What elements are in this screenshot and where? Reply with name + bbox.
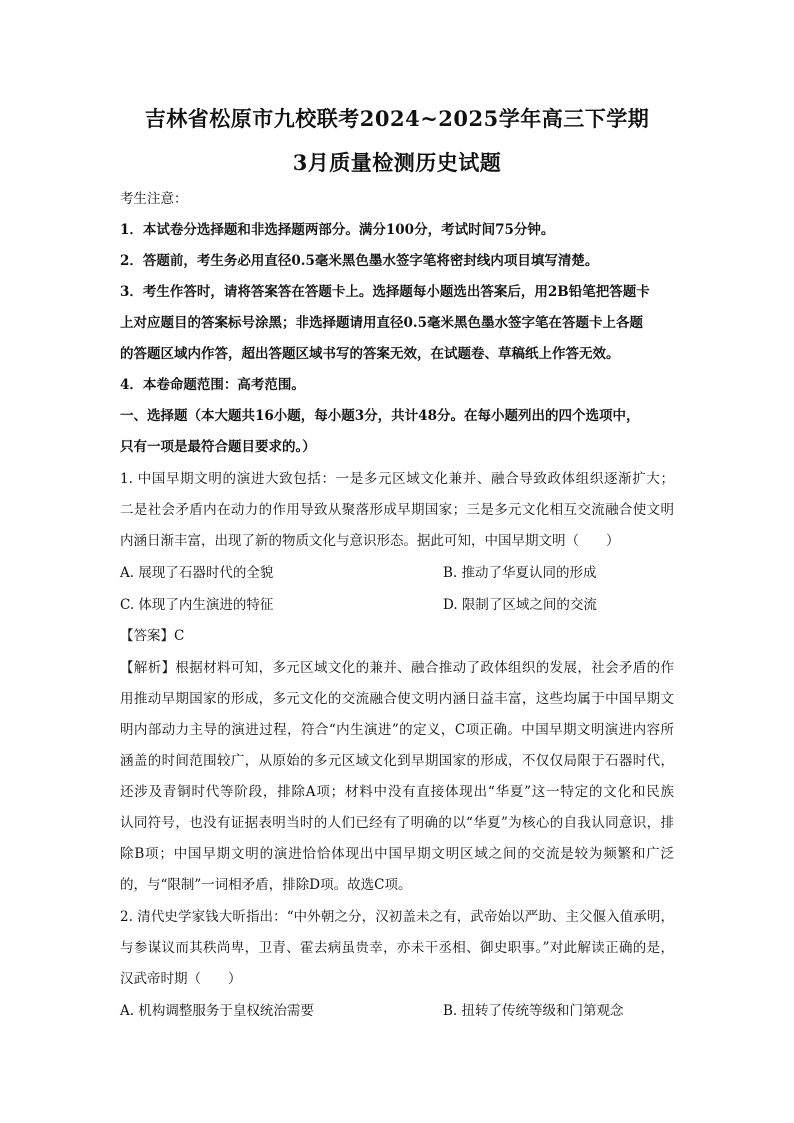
section-heading: 一、选择题（本大题共16小题，每小题3分，共计48分。在每小题列出的四个选项中， xyxy=(120,408,640,424)
q1-answer: 【答案】C xyxy=(120,628,185,644)
notice-item: 3．考生作答时，请将答案答在答题卡上。选择题每小题选出答案后，用2B铅笔把答题卡 xyxy=(120,284,650,300)
q1-option-b: B. 推动了华夏认同的形成 xyxy=(443,565,597,581)
q1-option-a: A. 展现了石器时代的全貌 xyxy=(120,565,274,581)
notice-item: 4．本卷命题范围：高考范围。 xyxy=(120,377,305,393)
section-heading-cont: 只有一项是最符合题目要求的。） xyxy=(120,439,316,455)
notice-item: 上对应题目的答案标号涂黑；非选择题请用直径0.5毫米黑色墨水签字笔在答题卡上各题 xyxy=(120,315,643,331)
notice-heading: 考生注意： xyxy=(120,191,188,207)
q2-option-b: B. 扭转了传统等级和门第观念 xyxy=(443,1003,624,1019)
notice-item: 1．本试卷分选择题和非选择题两部分。满分100分，考试时间75分钟。 xyxy=(120,222,555,238)
q1-analysis: 认同符号，也没有证据表明当时的人们已经有了明确的以“华夏”为核心的自我认同意识，排 xyxy=(120,815,674,831)
q1-analysis: 用推动早期国家的形成，多元文化的交流融合使文明内涵日益丰富，这些均属于中国早期文 xyxy=(120,691,674,707)
q2-stem: 2. 清代史学家钱大昕指出：“中外朝之分，汉初盖未之有，武帝始以严助、主父偃入值承明， xyxy=(120,909,674,925)
q1-analysis: 明内部动力主导的演进过程，符合“内生演进”的定义，C项正确。中国早期文明演进内容所 xyxy=(120,722,674,738)
q1-analysis: 【解析】根据材料可知，多元区域文化的兼并、融合推动了政体组织的发展，社会矛盾的作 xyxy=(120,660,674,676)
page-title-line2: 3月质量检测历史试题 xyxy=(292,150,502,175)
notice-item: 的答题区域内作答，超出答题区域书写的答案无效，在试题卷、草稿纸上作答无效。 xyxy=(120,346,620,362)
q1-analysis: 除B项；中国早期文明的演进恰恰体现出中国早期文明区域之间的交流是较为频繁和广泛 xyxy=(120,846,674,862)
q1-stem: 二是社会矛盾内在动力的作用导致从聚落形成早期国家；三是多元文化相互交流融合使文明 xyxy=(120,502,674,518)
q1-analysis: 的，与“限制”一词相矛盾，排除D项。故选C项。 xyxy=(120,877,412,893)
q1-analysis: 涵盖的时间范围较广，从原始的多元区域文化到早期国家的形成，不仅仅局限于石器时代， xyxy=(120,753,674,769)
q2-option-a: A. 机构调整服务于皇权统治需要 xyxy=(120,1003,314,1019)
q2-stem: 汉武帝时期（ ） xyxy=(120,971,242,987)
q1-option-c: C. 体现了内生演进的特征 xyxy=(120,597,274,613)
q1-option-d: D. 限制了区域之间的交流 xyxy=(443,597,597,613)
q2-stem: 与参谋议而其秩尚卑，卫青、霍去病虽贵幸，亦未干丞相、御史职事。”对此解读正确的是， xyxy=(120,940,674,956)
q1-stem: 内涵日渐丰富，出现了新的物质文化与意识形态。据此可知，中国早期文明（ ） xyxy=(120,533,620,549)
q1-stem: 1. 中国早期文明的演进大致包括：一是多元区域文化兼并、融合导致政体组织逐渐扩大； xyxy=(120,471,674,487)
page-title-line1: 吉林省松原市九校联考2024~2025学年高三下学期 xyxy=(144,106,650,131)
notice-item: 2．答题前，考生务必用直径0.5毫米黑色墨水签字笔将密封线内项目填写清楚。 xyxy=(120,253,599,269)
q1-analysis: 还涉及青铜时代等阶段，排除A项；材料中没有直接体现出“华夏”这一特定的文化和民族 xyxy=(120,784,674,800)
